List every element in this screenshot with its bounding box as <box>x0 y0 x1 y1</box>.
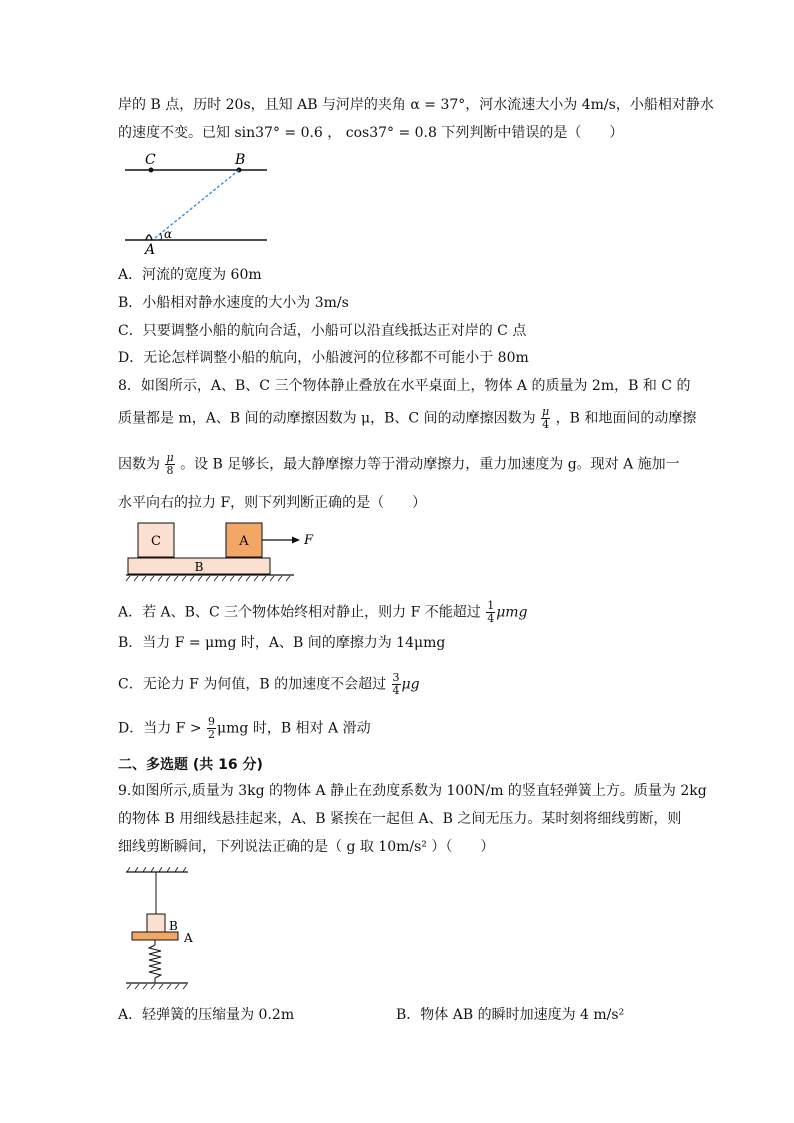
frac-den: 8 <box>166 464 174 477</box>
frac-num: μ <box>542 405 550 418</box>
label-b: B <box>169 919 178 933</box>
q8-option-c <box>118 672 420 697</box>
q8-text-line-1: 8．如图所示，A、B、C 三个物体静止叠放在水平桌面上，物体 A 的质量为 2m，B 和 C 的 <box>118 378 691 394</box>
frac-num: 3 <box>392 671 400 684</box>
frac-den: 4 <box>487 612 495 625</box>
label-block-a: A <box>239 534 249 549</box>
frac-den: 2 <box>208 728 216 741</box>
q8-text-line-4: 水平向右的拉力 F，则下列判断正确的是（ ） <box>118 495 427 511</box>
q8-line2-text-a: 质量都是 m，A、B 间的动摩擦因数为 μ，B、C 间的动摩擦因数为 <box>118 410 536 427</box>
label-c: C <box>145 152 156 168</box>
q9-spring-figure <box>118 866 228 996</box>
block-b <box>147 914 165 932</box>
q7-option-b: B．小船相对静水速度的大小为 3m/s <box>118 295 349 311</box>
label-alpha: α <box>164 227 173 241</box>
q8-optD-text-b: μmg 时，B 相对 A 滑动 <box>217 720 371 737</box>
floor-hatch <box>127 984 187 989</box>
label-block-c: C <box>151 534 161 549</box>
label-b: B <box>235 152 246 168</box>
label-a: A <box>184 931 193 945</box>
q9-option-a: A．轻弹簧的压缩量为 0.2m <box>118 1007 295 1023</box>
label-a: A <box>145 242 156 258</box>
q8-option-d <box>118 716 371 741</box>
q8-optA-expr: μmg <box>496 604 528 621</box>
q8-text-line-2 <box>118 406 696 431</box>
section-title: 二、多选题 (共 16 分) <box>118 757 263 773</box>
block-a <box>132 932 178 940</box>
point-c <box>149 168 154 173</box>
q7-option-a: A．河流的宽度为 60m <box>118 267 262 283</box>
q9-text-line-1: 9.如图所示,质量为 3kg 的物体 A 静止在劲度系数为 100N/m 的竖直轻弹簧上方。质量为 2kg <box>118 783 707 799</box>
fraction-1-over-4 <box>486 600 495 625</box>
fraction-mu-over-8 <box>165 452 174 477</box>
q9-text-line-2: 的物体 B 用细线悬挂起来，A、B 紧挨在一起但 A、B 之间无压力。某时刻将细线剪断，则 <box>118 811 682 827</box>
spring-icon <box>149 945 161 978</box>
q7-text-line-1: 岸的 B 点，历时 20s，且知 AB 与河岸的夹角 α = 37°，河水流速大小为 4m/s，小船相对静水 <box>118 97 714 113</box>
label-block-b: B <box>194 560 204 574</box>
ground-hatch <box>126 576 290 581</box>
q8-optA-text: A．若 A、B、C 三个物体始终相对静止，则力 F 不能超过 <box>118 604 481 621</box>
q8-line3-text-a: 因数为 <box>118 456 160 473</box>
q8-blocks-figure <box>118 518 318 588</box>
arrow-head-icon <box>292 537 300 544</box>
q7-option-d: D．无论怎样调整小船的航向，小船渡河的位移都不可能小于 80m <box>118 350 529 366</box>
q8-line2-text-b: ，B 和地面间的动摩擦 <box>555 410 697 427</box>
fraction-3-over-4 <box>392 672 401 697</box>
q9-text-line-3: 细线剪断瞬间，下列说法正确的是（ g 取 10m/s² ）（ ） <box>118 839 495 855</box>
frac-num: μ <box>166 451 174 464</box>
q7-text-line-2: 的速度不变。已知 sin37° = 0.6 ， cos37° = 0.8 下列判断中错误的是（ ） <box>118 125 624 141</box>
fraction-mu-over-4 <box>541 406 550 431</box>
q8-optD-text-a: D．当力 F > <box>118 720 202 737</box>
frac-den: 4 <box>542 418 550 431</box>
label-force: F <box>304 533 314 548</box>
q8-optC-text: C．无论力 F 为何值，B 的加速度不会超过 <box>118 676 387 693</box>
angle-arc <box>160 233 161 240</box>
frac-num: 1 <box>487 599 495 612</box>
q8-option-b: B．当力 F = μmg 时，A、B 间的摩擦力为 14μmg <box>118 635 446 651</box>
q8-line3-text-b: 。设 B 足够长，最大静摩擦力等于滑动摩擦力，重力加速度为 g。现对 A 施加一 <box>180 456 680 473</box>
q8-optC-expr: μg <box>401 676 420 693</box>
q7-option-c: C．只要调整小船的航向合适，小船可以沿直线抵达正对岸的 C 点 <box>118 323 527 339</box>
frac-den: 4 <box>392 684 400 697</box>
ceiling-hatch <box>127 867 186 872</box>
fraction-9-over-2 <box>207 716 216 741</box>
q8-text-line-3 <box>118 452 680 477</box>
q8-option-a <box>118 600 528 625</box>
q9-option-b: B．物体 AB 的瞬时加速度为 4 m/s² <box>396 1007 625 1023</box>
frac-num: 9 <box>208 715 216 728</box>
q7-river-figure <box>115 148 275 258</box>
